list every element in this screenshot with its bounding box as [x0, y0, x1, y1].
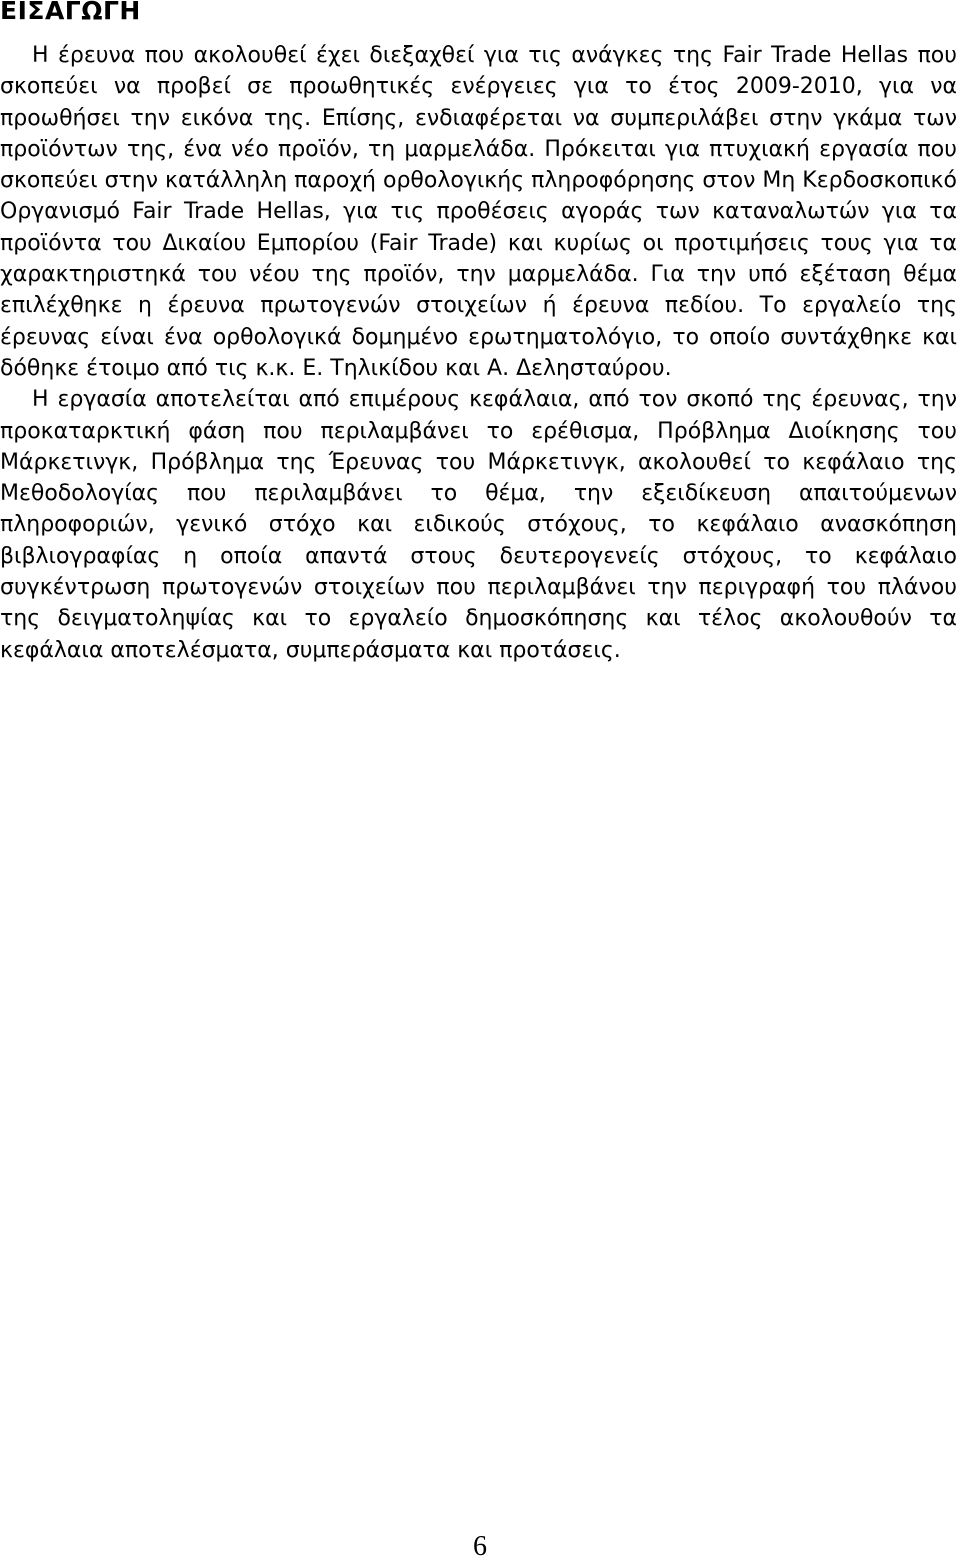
page-number: 6 — [473, 1531, 487, 1562]
paragraph-introduction: Η έρευνα που ακολουθεί έχει διεξαχθεί για τις ανάγκες της Fair Trade Hellas που σκοπεύει να προβεί σε προωθητικές ενέργειες για το έτος 2009-2010, για να προωθήσει την εικόνα της. Επίσης, ενδιαφέρεται να συμπεριλάβει στην γκάμα των προϊόντων της, ένα νέο προϊόν, τη μαρμελάδα. Πρόκειται για πτυχιακή εργασία που σκοπεύει στην κατάλληλη παροχή ορθολογικής πληροφόρησης στον Μη Κερδοσκοπικό Οργανισμό Fair Trade Hellas, για τις προθέσεις αγοράς των καταναλωτών για τα προϊόντα του Δικαίου Εμπορίου (Fair Trade) και κυρίως οι προτιμήσεις τους για τα χαρακτηριστηκά του νέου της προϊόν, την μαρμελάδα. Για την υπό εξέταση θέμα επιλέχθηκε η έρευνα πρωτογενών στοιχείων ή έρευνα πεδίου. Το εργαλείο της έρευνας είναι ένα ορθολογικά δομημένο ερωτηματολόγιο, το οποίο συντάχθηκε και δόθηκε έτοιμο από τις κ.κ. Ε. Τηλικίδου και Α. Δελησταύρου. — [0, 43, 957, 381]
body-text — [0, 40, 957, 666]
paragraph-structure: Η εργασία αποτελείται από επιμέρους κεφάλαια, από τον σκοπό της έρευνας, την προκαταρκτική φάση που περιλαμβάνει το ερέθισμα, Πρόβλημα Διοίκησης του Μάρκετινγκ, Πρόβλημα της Έρευνας του Μάρκετινγκ, ακολουθεί το κεφάλαιο της Μεθοδολογίας που περιλαμβάνει το θέμα, την εξειδίκευση απαιτούμενων πληροφοριών, γενικό στόχο και ειδικούς στόχους, το κεφάλαιο ανασκόπηση βιβλιογραφίας η οποία απαντά στους δευτερογενείς στόχους, το κεφάλαιο συγκέντρωση πρωτογενών στοιχείων που περιλαμβάνει την περιγραφή του πλάνου της δειγματοληψίας και το εργαλείο δημοσκόπησης και τέλος ακολουθούν τα κεφάλαια αποτελέσματα, συμπεράσματα και προτάσεις. — [0, 387, 957, 663]
section-heading: ΕΙΣΑΓΩΓΗ — [0, 0, 141, 25]
